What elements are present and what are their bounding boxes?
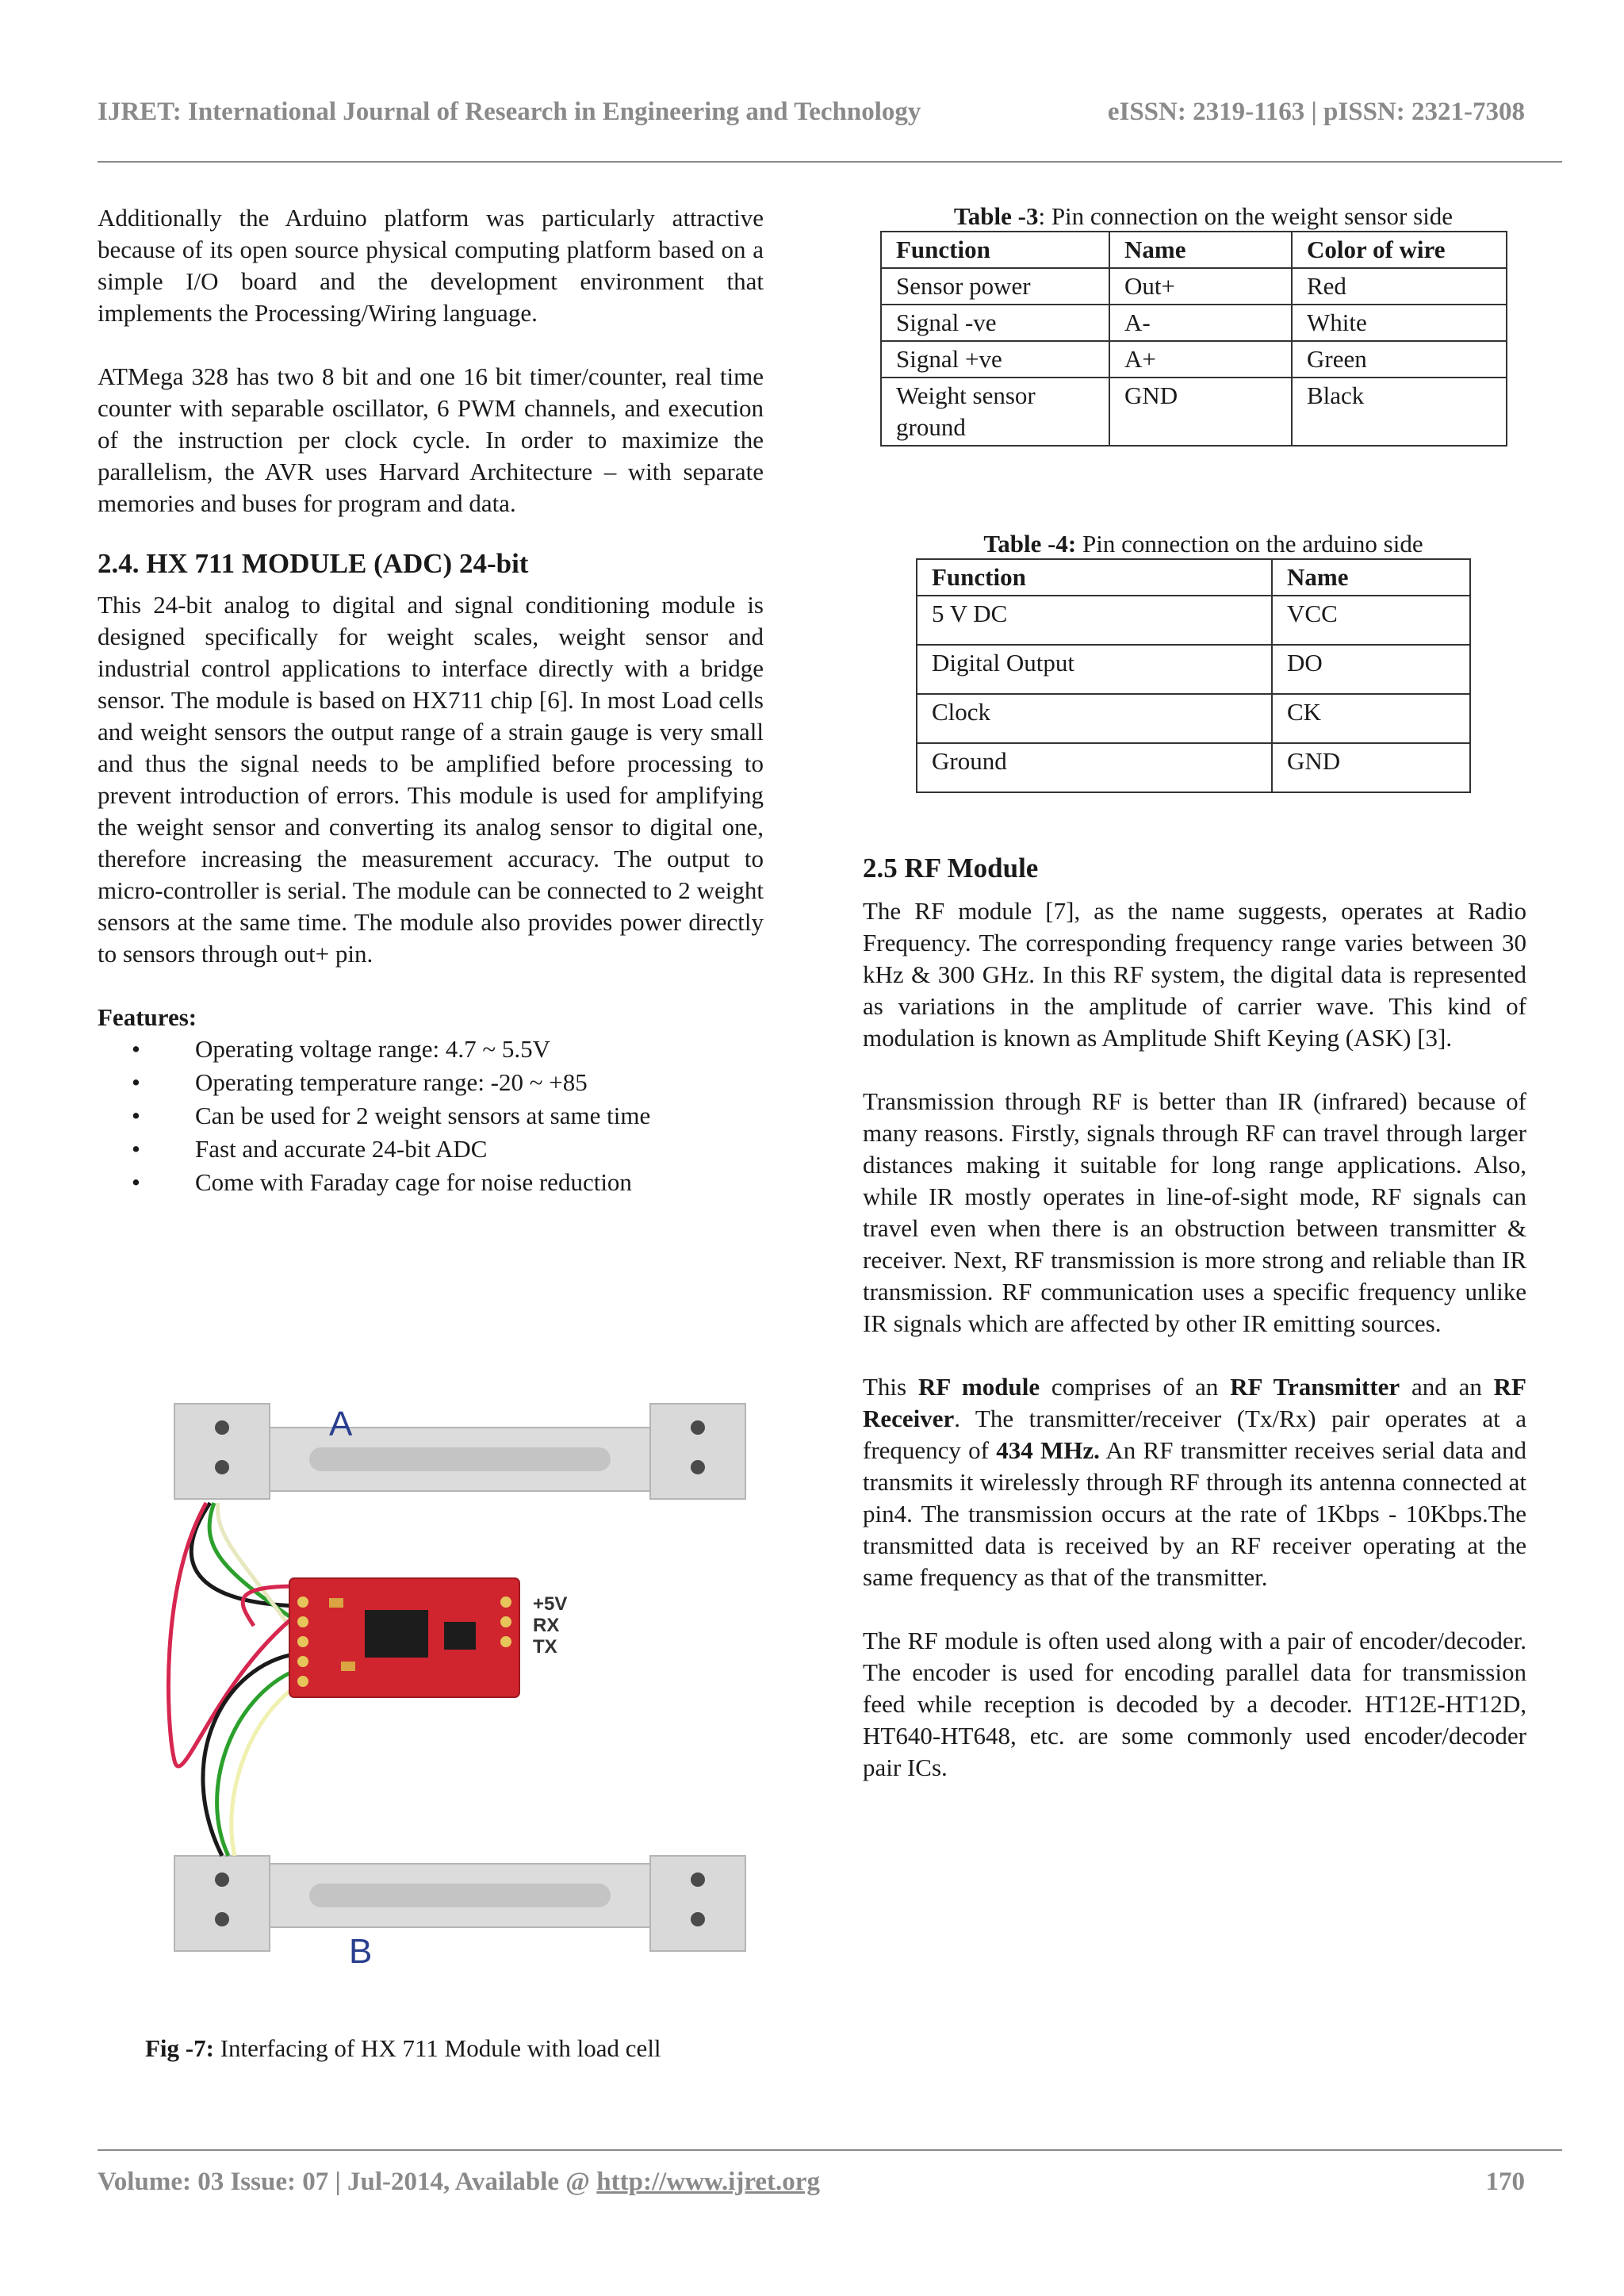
table-header: Function: [881, 232, 1109, 268]
features-list: [98, 1033, 764, 1200]
paragraph: Additionally the Arduino platform was particularly attractive because of its open source physical computing platform based on a simple I/O board and the development environment that implements the Processing/Wiring language.: [98, 204, 764, 327]
journal-url-link[interactable]: http://www.ijret.org: [596, 2168, 820, 2196]
load-cell-a: [174, 1404, 745, 1499]
table-3-block: [880, 202, 1526, 447]
hx711-load-cell-figure: [127, 1348, 785, 2030]
journal-title: IJRET: International Journal of Research in Engineering and Technology: [98, 98, 921, 126]
table-header: Name: [1272, 559, 1470, 596]
table-header: Name: [1109, 232, 1292, 268]
table-3: [880, 231, 1507, 447]
label-b: B: [349, 1932, 373, 1971]
list-item: • Operating temperature range: -20 ~ +85: [98, 1067, 764, 1100]
paragraph: This 24-bit analog to digital and signal conditioning module is designed specifically for weight scales, weight sensor and industrial control applications to interface directly with a bridge sensor. The module is based on HX711 chip [6]. In most Load cells and weight sensors the output range of a strain gauge is very small and thus the signal needs to be amplified before processing to prevent introduction of errors. This module is used for amplifying the weight sensor and converting its analog sensor to digital one, therefore increasing the measurement accuracy. The output to micro-controller is serial. The module can be connected to 2 weight sensors at the same time. The module also provides power directly to sensors through out+ pin.: [98, 591, 764, 968]
list-item: • Come with Faraday cage for noise reduction: [98, 1167, 764, 1200]
issn: eISSN: 2319-1163 | pISSN: 2321-7308: [1107, 98, 1525, 126]
hx711-board: [289, 1578, 519, 1697]
board-label: RX: [533, 1615, 560, 1636]
table-row: Clock CK: [917, 694, 1470, 743]
features-title: Features:: [98, 1003, 197, 1031]
list-item: • Operating voltage range: 4.7 ~ 5.5V: [98, 1033, 764, 1067]
table-row: Sensor power Out+ Red: [881, 268, 1507, 305]
bullet-icon: •: [132, 1135, 140, 1163]
right-column: [863, 853, 1526, 1784]
list-item: • Fast and accurate 24-bit ADC: [98, 1133, 764, 1167]
section-heading: 2.4. HX 711 MODULE (ADC) 24-bit: [98, 548, 529, 579]
bullet-icon: •: [132, 1102, 140, 1129]
bullet-icon: •: [132, 1035, 140, 1063]
paragraph: This RF module comprises of an RF Transmitter and an RF Receiver. The transmitter/receiver (Tx/Rx) pair operates at a frequency of 434 MHz. An RF transmitter receives serial data and transmits it wirelessly through RF through its antenna connected at pin4. The transmission occurs at the rate of 1Kbps - 10Kbps.The transmitted data is received by an RF receiver operating at the same frequency as that of the transmitter.: [863, 1373, 1526, 1591]
label-a: A: [329, 1405, 353, 1443]
table-caption: Table -3: Pin connection on the weight sensor side: [953, 202, 1454, 230]
load-cell-b: [174, 1856, 745, 1971]
table-row: Signal -ve A- White: [881, 305, 1507, 341]
left-column: [98, 202, 764, 1200]
table-row: 5 V DC VCC: [917, 596, 1470, 645]
bullet-icon: •: [132, 1068, 140, 1096]
bullet-icon: •: [132, 1168, 140, 1196]
table-row: Signal +ve A+ Green: [881, 341, 1507, 378]
table-row: Ground GND: [917, 743, 1470, 792]
footer-rule: [98, 2149, 1562, 2151]
wires: [168, 1503, 297, 1856]
page-number: 170: [1485, 2168, 1525, 2196]
table-4-block: [880, 530, 1526, 793]
table-header: Color of wire: [1292, 232, 1507, 268]
list-item: • Can be used for 2 weight sensors at same time: [98, 1100, 764, 1133]
figure-caption: Fig -7: Interfacing of HX 711 Module with load cell: [145, 2034, 661, 2062]
header-rule: [98, 161, 1562, 163]
volume-info: Volume: 03 Issue: 07 | Jul-2014, Available @ http://www.ijret.org: [98, 2168, 820, 2196]
table-header: Function: [917, 559, 1272, 596]
paragraph: The RF module [7], as the name suggests, operates at Radio Frequency. The corresponding frequency range varies between 30 kHz & 300 GHz. In this RF system, the digital data is represented as variations in the amplitude of carrier wave. This kind of modulation is known as Amplitude Shift Keying (ASK) [3].: [863, 897, 1526, 1052]
table-caption: Table -4: Pin connection on the arduino side: [983, 530, 1423, 558]
paragraph: Transmission through RF is better than IR (infrared) because of many reasons. Firstly, signals through RF can travel through larger distances making it suitable for long range applications. Also, while IR mostly operates in line-of-sight mode, RF signals can travel even when there is an obstruction between transmitter & receiver. Next, RF transmission is more strong and reliable than IR transmission. RF communication uses a specific frequency unlike IR signals which are affected by other IR emitting sources.: [863, 1087, 1526, 1337]
table-4: [916, 558, 1471, 793]
section-heading: 2.5 RF Module: [863, 853, 1039, 884]
table-row: Digital Output DO: [917, 645, 1470, 694]
paragraph: The RF module is often used along with a pair of encoder/decoder. The encoder is used for encoding parallel data for transmission feed while reception is decoded by a decoder. HT12E-HT12D, HT640-HT648, etc. are some commonly used encoder/decoder pair ICs.: [863, 1627, 1526, 1781]
paragraph: ATMega 328 has two 8 bit and one 16 bit timer/counter, real time counter with separable oscillator, 6 PWM channels, and execution of the instruction per clock cycle. In order to maximize the parallelism, the AVR uses Harvard Architecture – with separate memories and buses for program and data.: [98, 362, 764, 517]
board-label: TX: [533, 1636, 557, 1658]
board-label: +5V: [533, 1593, 568, 1615]
table-row: Weight sensor ground GND Black: [881, 378, 1507, 446]
